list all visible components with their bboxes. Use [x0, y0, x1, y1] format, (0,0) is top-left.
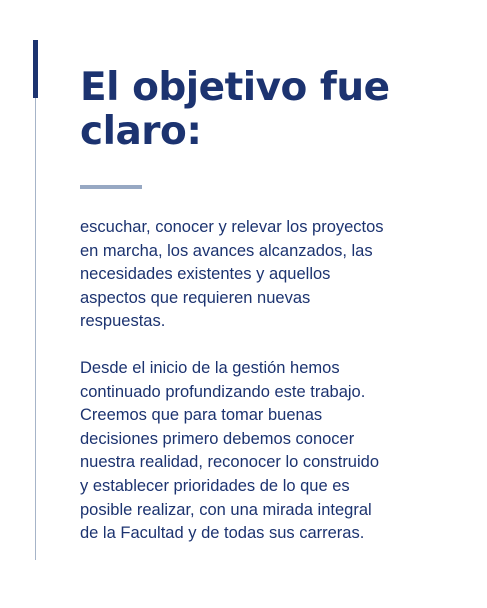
text-line: nuestra realidad, reconocer lo construido — [80, 453, 380, 472]
vertical-rule — [35, 98, 36, 560]
body-text — [80, 216, 450, 569]
text-line: aspectos que requieren nuevas — [80, 288, 311, 307]
text-line: respuestas. — [80, 312, 166, 331]
text-line: de la Facultad y de todas sus carreras. — [80, 524, 365, 543]
accent-bar — [33, 40, 38, 98]
text-line: y establecer prioridades de lo que es — [80, 476, 350, 495]
text-line: decisiones primero debemos conocer — [80, 429, 355, 448]
paragraph-2 — [80, 357, 450, 546]
text-line: en marcha, los avances alcanzados, las — [80, 241, 373, 260]
text-line: posible realizar, con una mirada integral — [80, 500, 372, 519]
text-line: necesidades existentes y aquellos — [80, 265, 331, 284]
text-line: escuchar, conocer y relevar los proyectos — [80, 218, 384, 236]
paragraph-1 — [80, 216, 450, 334]
title-line-1: El objetivo fue — [80, 65, 390, 110]
page-title — [80, 66, 470, 154]
title-line-2: claro: — [80, 109, 202, 154]
text-line: Desde el inicio de la gestión hemos — [80, 358, 340, 377]
text-line: continuado profundizando este trabajo. — [80, 382, 366, 401]
text-line: Creemos que para tomar buenas — [80, 406, 323, 425]
title-divider — [80, 185, 142, 189]
